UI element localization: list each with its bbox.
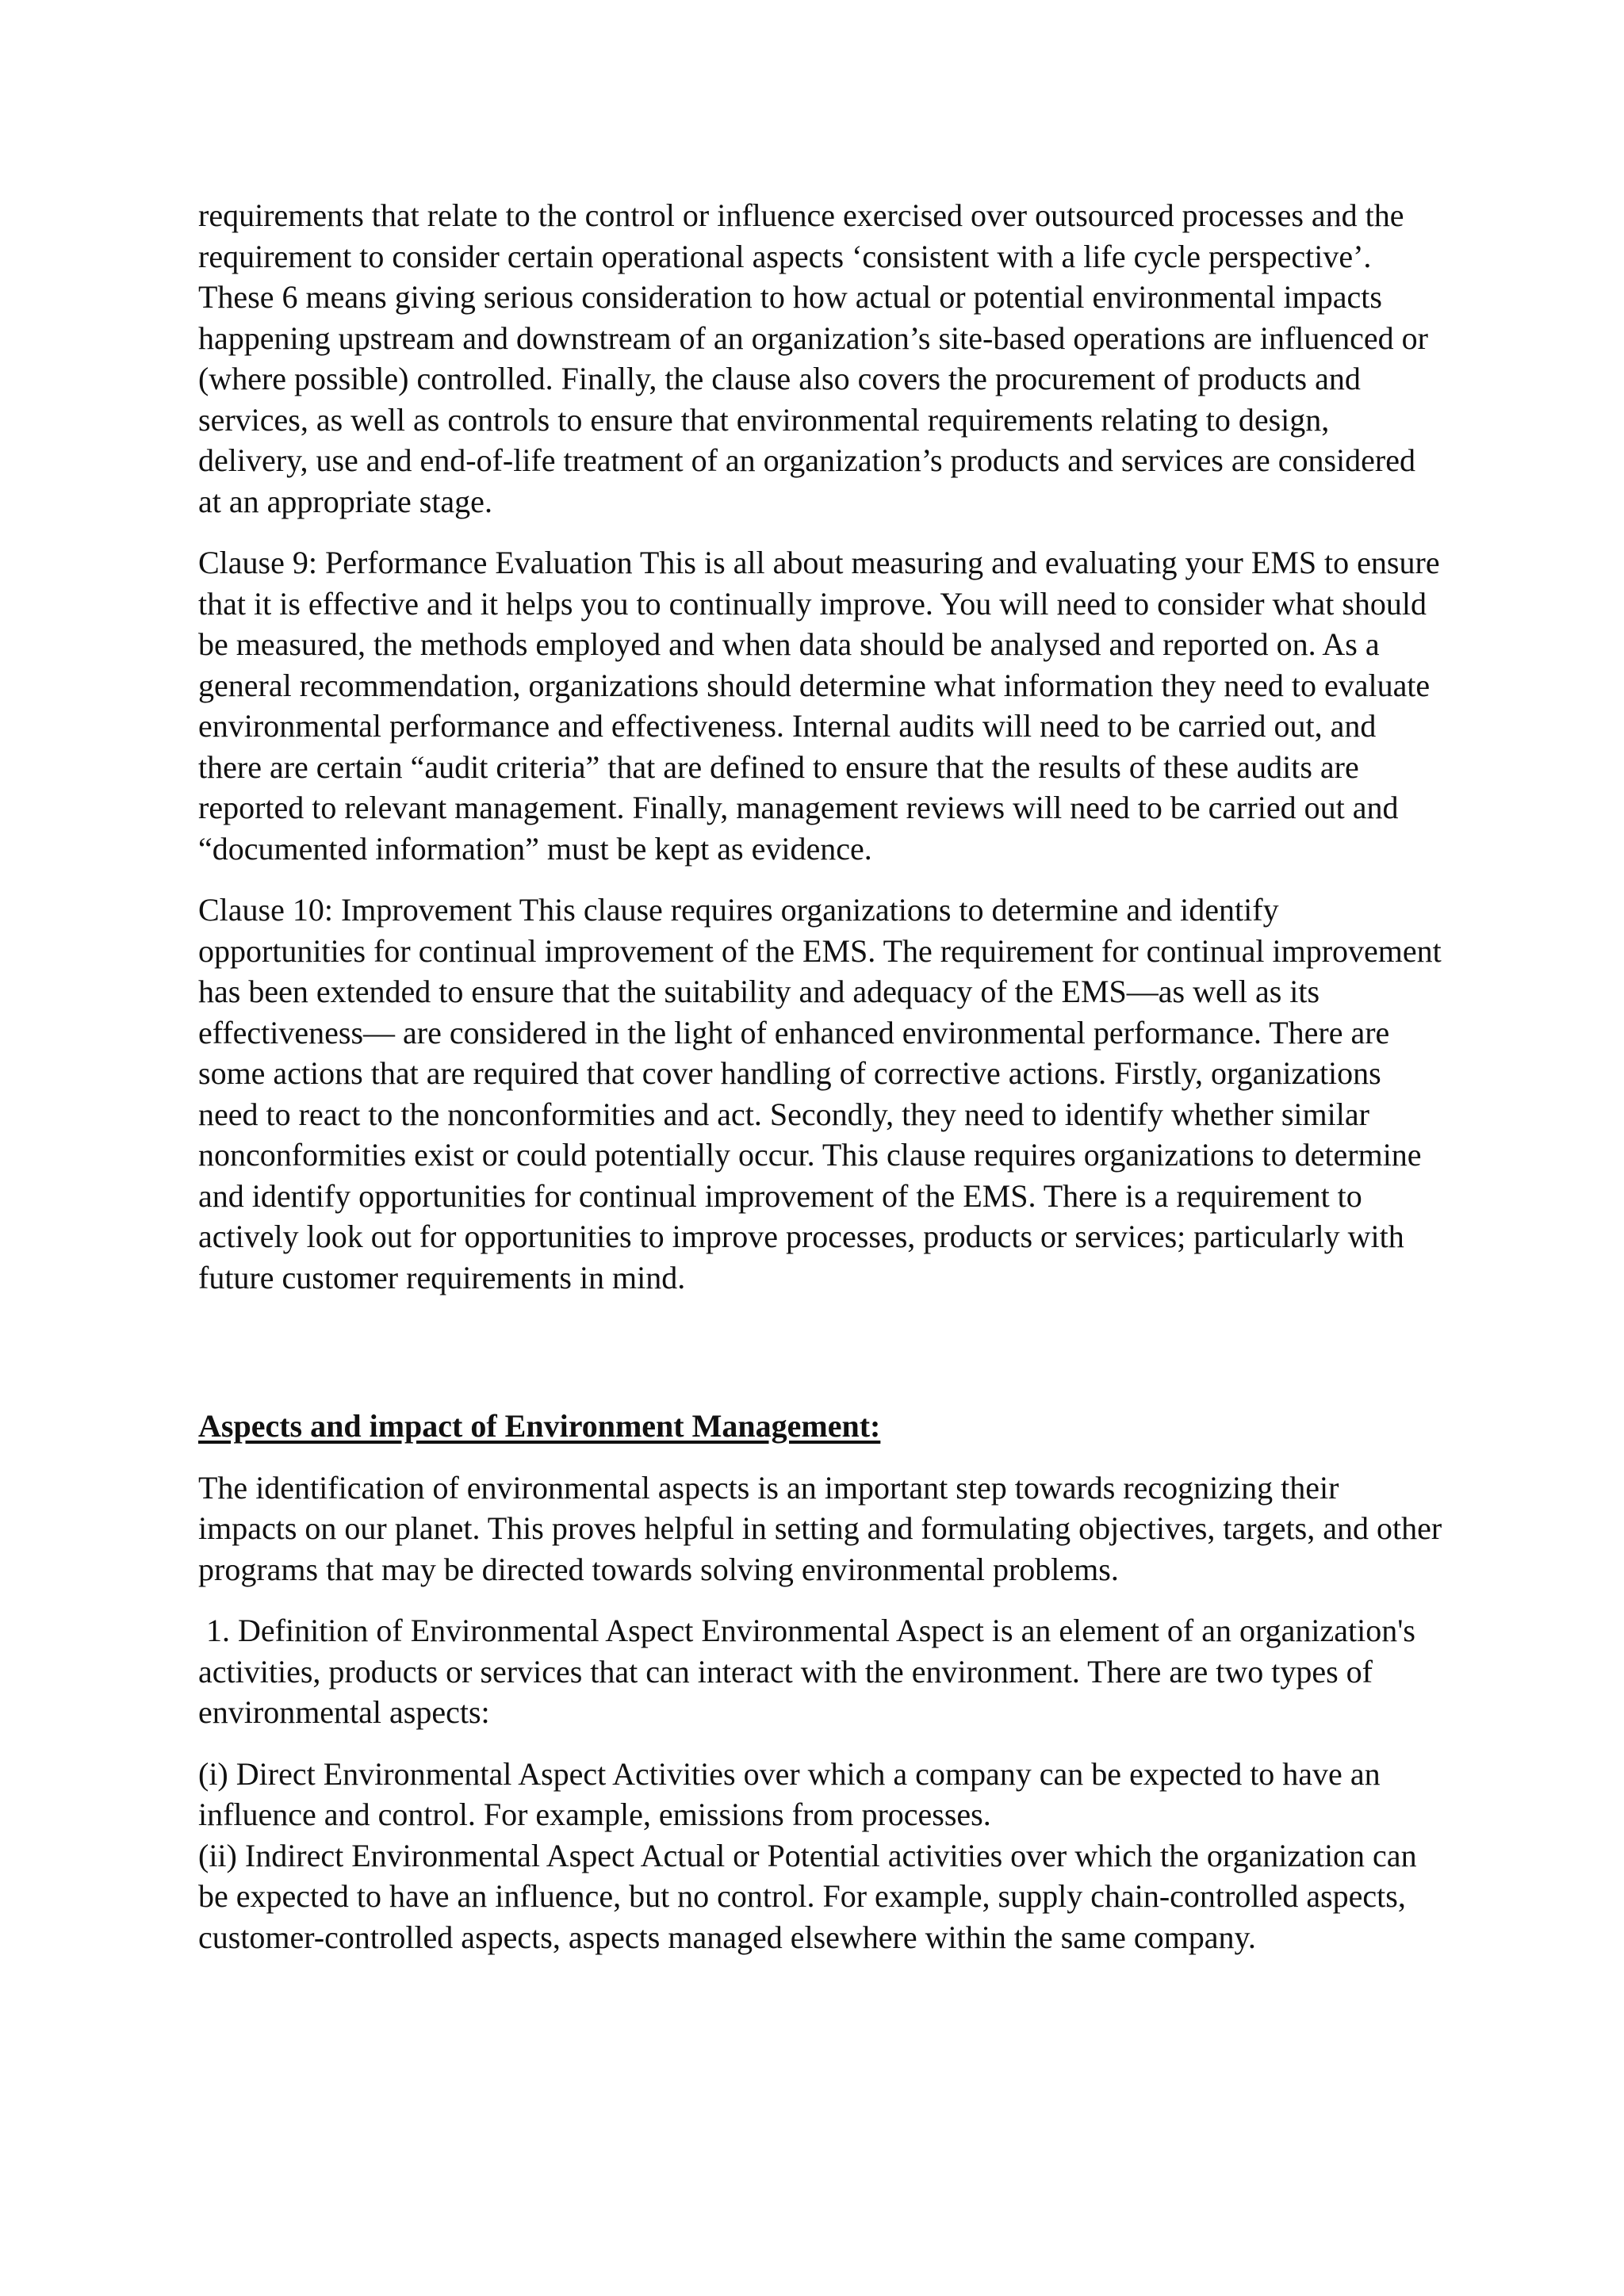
section-spacer	[198, 1318, 1443, 1406]
section-heading: Aspects and impact of Environment Management:	[198, 1408, 881, 1444]
document-page	[198, 195, 1443, 1957]
paragraph-operational-control: requirements that relate to the control or influence exercised over outsourced processes and the requirement to consider certain operational aspects ‘consistent with a life cycle perspective’. These 6 means giving serious consideration to how actual or potential environmental impacts happening upstream and downstream of an organization’s site-based operations are influenced or (where possible) controlled. Finally, the clause also covers the procurement of products and services, as well as controls to ensure that environmental requirements relating to design, delivery, use and end-of-life treatment of an organization’s products and services are considered at an appropriate stage.	[198, 197, 1428, 519]
list-item-indirect-aspect: (ii) Indirect Environmental Aspect Actual or Potential activities over which the organization can be expected to have an influence, but no control. For example, supply chain-controlled aspects, customer-controlled aspects, aspects managed elsewhere within the same company.	[198, 1837, 1417, 1955]
paragraph-clause-10: Clause 10: Improvement This clause requires organizations to determine and identify opportunities for continual improvement of the EMS. The requirement for continual improvement has been extended to ensure that the suitability and adequacy of the EMS—as well as its effectiveness— are considered in the light of enhanced environmental performance. There are some actions that are required that cover handling of corrective actions. Firstly, organizations need to react to the nonconformities and act. Secondly, they need to identify whether similar nonconformities exist or could potentially occur. This clause requires organizations to determine and identify opportunities for continual improvement of the EMS. There is a requirement to actively look out for opportunities to improve processes, products or services; particularly with future customer requirements in mind.	[198, 892, 1442, 1295]
paragraph-clause-9: Clause 9: Performance Evaluation This is all about measuring and evaluating your EMS to ensure that it is effective and it helps you to continually improve. You will need to consider what should be measured, the methods employed and when data should be analysed and reported on. As a general recommendation, organizations should determine what information they need to evaluate environmental performance and effectiveness. Internal audits will need to be carried out, and there are certain “audit criteria” that are defined to ensure that the results of these audits are reported to relevant management. Finally, management reviews will need to be carried out and “documented information” must be kept as evidence.	[198, 545, 1440, 867]
list-item-direct-aspect: (i) Direct Environmental Aspect Activities over which a company can be expected to have an influence and control. For example, emissions from processes.	[198, 1755, 1381, 1832]
paragraph-intro: The identification of environmental aspects is an important step towards recognizing their impacts on our planet. This proves helpful in setting and formulating objectives, targets, and other programs that may be directed towards solving environmental problems.	[198, 1469, 1442, 1587]
list-item-definition: 1. Definition of Environmental Aspect Environmental Aspect is an element of an organization's activities, products or services that can interact with the environment. There are two types of environmental aspects:	[198, 1613, 1415, 1730]
